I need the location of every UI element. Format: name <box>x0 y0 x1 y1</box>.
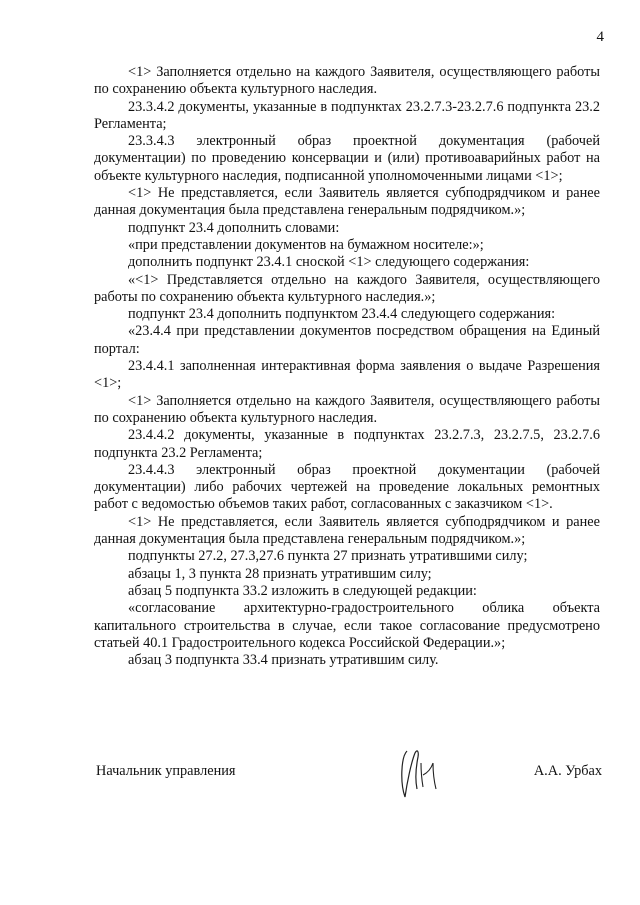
paragraph: подпункт 23.4 дополнить подпунктом 23.4.4 следующего содержания: <box>128 306 556 323</box>
paragraph: «согласование архитектурно-градостроительного облика объекта капитального строительства в случае, если такое согласование предусмотрено статьей 40.1 Градостроительного кодекса Российской Федерации.»; <box>94 600 600 651</box>
paragraph: <1> Не представляется, если Заявитель является субподрядчиком и ранее данная документация была представлена генеральным подрядчиком.»; <box>94 513 600 548</box>
paragraph: <1> Не представляется, если Заявитель является субподрядчиком и ранее данная документация была представлена генеральным подрядчиком.»; <box>94 185 600 219</box>
paragraph: «при представлении документов на бумажном носителе:»; <box>128 236 484 253</box>
paragraph: 23.4.4.2 документы, указанные в подпунктах 23.2.7.3, 23.2.7.5, 23.2.7.6 подпункта 23.2 Регламента; <box>94 427 600 461</box>
handwritten-signature <box>393 743 441 803</box>
page-number: 4 <box>596 29 604 45</box>
paragraph: <1> Заполняется отдельно на каждого Заявителя, осуществляющего работы по сохранению объекта культурного наследия. <box>94 392 600 426</box>
paragraph: 23.4.4.1 заполненная интерактивная форма заявления о выдаче Разрешения <1>; <box>94 358 600 392</box>
paragraph: «<1> Представляется отдельно на каждого Заявителя, осуществляющего работы по сохранению объекта культурного наследия.»; <box>94 271 600 305</box>
paragraph: абзац 3 подпункта 33.4 признать утратившим силу. <box>128 652 439 669</box>
paragraph: дополнить подпункт 23.4.1 сноской <1> следующего содержания: <box>128 254 530 271</box>
paragraph: <1> Заполняется отдельно на каждого Заявителя, осуществляющего работы по сохранению объекта культурного наследия. <box>94 64 600 98</box>
paragraph: 23.3.4.3 электронный образ проектной документация (рабочей документации) по проведению консервации и (или) противоаварийных работ на объекте культурного наследия, подписанной уполномоченными лицами <1>; <box>94 133 600 184</box>
paragraph: абзацы 1, 3 пункта 28 признать утратившим силу; <box>128 565 432 582</box>
signer-name: А.А. Урбах <box>533 763 602 779</box>
paragraph: 23.3.4.2 документы, указанные в подпунктах 23.2.7.3-23.2.7.6 подпункта 23.2 Регламента; <box>94 98 600 132</box>
paragraph: абзац 5 подпункта 33.2 изложить в следующей редакции: <box>128 582 477 599</box>
document-body <box>94 64 600 669</box>
paragraph: 23.4.4.3 электронный образ проектной документации (рабочей документации) либо рабочих чертежей на проведение локальных ремонтных работ с ведомостью объемов таких работ, согласованных с заказчиком <1>. <box>94 461 600 513</box>
signer-position: Начальник управления <box>96 763 236 779</box>
paragraph: подпункты 27.2, 27.3,27.6 пункта 27 признать утратившими силу; <box>128 548 528 565</box>
paragraph: «23.4.4 при представлении документов посредством обращения на Единый портал: <box>94 323 600 357</box>
paragraph: подпункт 23.4 дополнить словами: <box>128 219 340 236</box>
signature-block <box>96 757 602 797</box>
